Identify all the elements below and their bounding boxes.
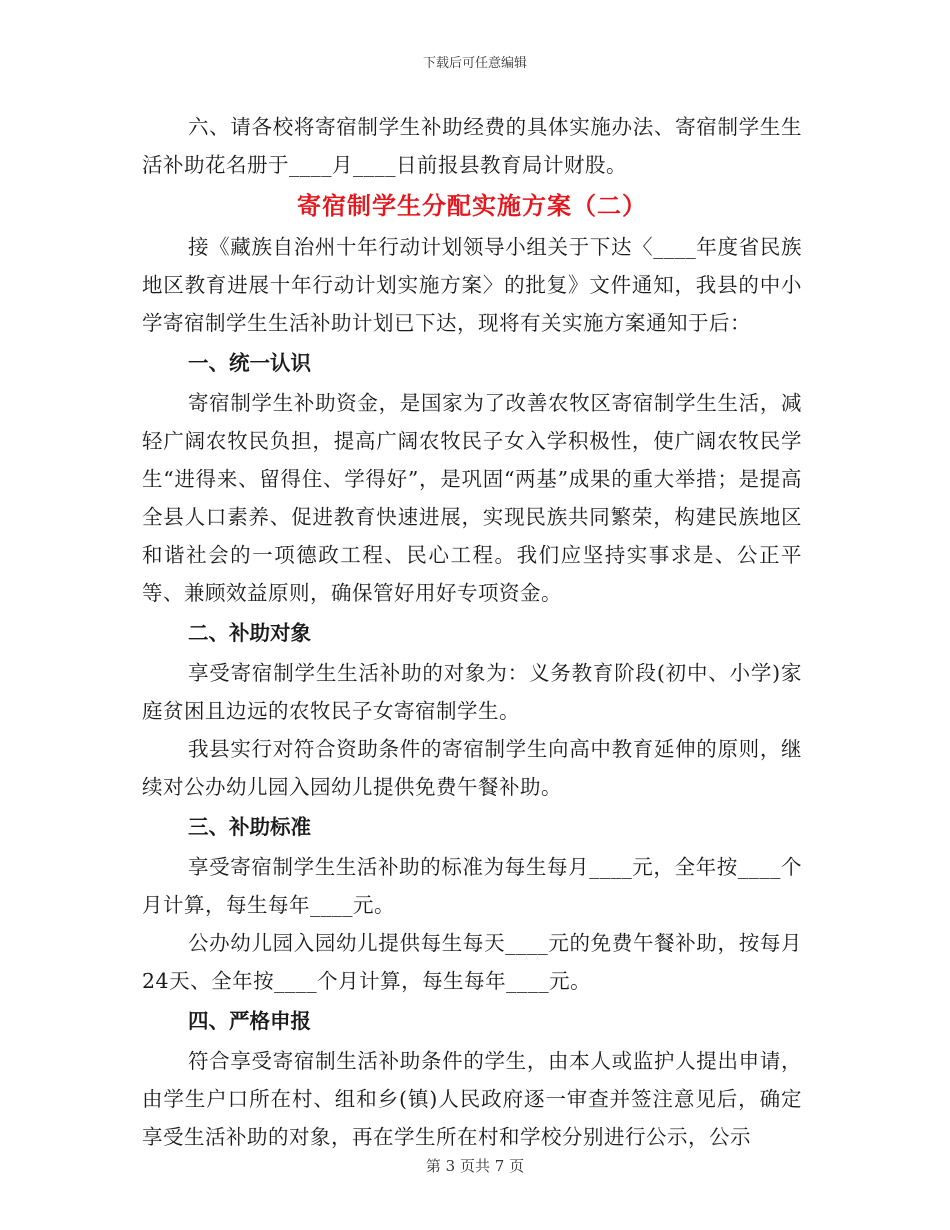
intro-paragraph: 接《藏族自治州十年行动计划领导小组关于下达〈____年度省民族地区教育进展十年行动计划实施方案〉的批复》文件通知，我县的中小学寄宿制学生生活补助计划已下达，现将有关实施方案通知于后： [142, 235, 802, 335]
heading-strict-application: 四、严格申报 [188, 1009, 311, 1033]
paragraph-application: 符合享受寄宿制生活补助条件的学生，由本人或监护人提出申请，由学生户口所在村、组和乡(镇)人民政府逐一审查并签注意见后，确定享受生活补助的对象，再在学生所在村和学校分别进行公示，公示 [142, 1049, 802, 1149]
paragraph-recipients-b: 我县实行对符合资助条件的寄宿制学生向高中教育延伸的原则，继续对公办幼儿园入园幼儿提供免费午餐补助。 [142, 737, 802, 799]
page-footer: 第 3 页共 7 页 [425, 1157, 525, 1175]
heading-subsidy-recipients: 二、补助对象 [188, 621, 311, 645]
paragraph-standard-a: 享受寄宿制学生生活补助的标准为每生每月____元，全年按____个月计算，每生每年____元。 [142, 855, 802, 917]
section-title: 寄宿制学生分配实施方案（二） [297, 192, 647, 220]
document-body [142, 108, 802, 1156]
page-header: 下载后可任意编辑 [422, 56, 527, 71]
paragraph-unified-understanding: 寄宿制学生补助资金，是国家为了改善农牧区寄宿制学生生活，减轻广阔农牧民负担，提高广阔农牧民子女入学积极性，使广阔农牧民学生“进得来、留得住、学得好”，是巩固“两基”成果的重大举措；是提高全县人口素养、促进教育快速进展，实现民族共同繁荣，构建民族地区和谐社会的一项德政工程、民心工程。我们应坚持实事求是、公正平等、兼顾效益原则，确保管好用好专项资金。 [142, 391, 802, 605]
paragraph-standard-b: 公办幼儿园入园幼儿提供每生每天____元的免费午餐补助，按每月24天、全年按____个月计算，每生每年____元。 [142, 931, 802, 993]
paragraph-recipients-a: 享受寄宿制学生生活补助的对象为：义务教育阶段(初中、小学)家庭贫困且边远的农牧民子女寄宿制学生。 [142, 661, 802, 723]
heading-subsidy-standard: 三、补助标准 [188, 815, 311, 839]
paragraph-six: 六、请各校将寄宿制学生补助经费的具体实施办法、寄宿制学生生活补助花名册于____月____日前报县教育局计财股。 [142, 115, 802, 177]
heading-unified-understanding: 一、统一认识 [188, 351, 311, 375]
